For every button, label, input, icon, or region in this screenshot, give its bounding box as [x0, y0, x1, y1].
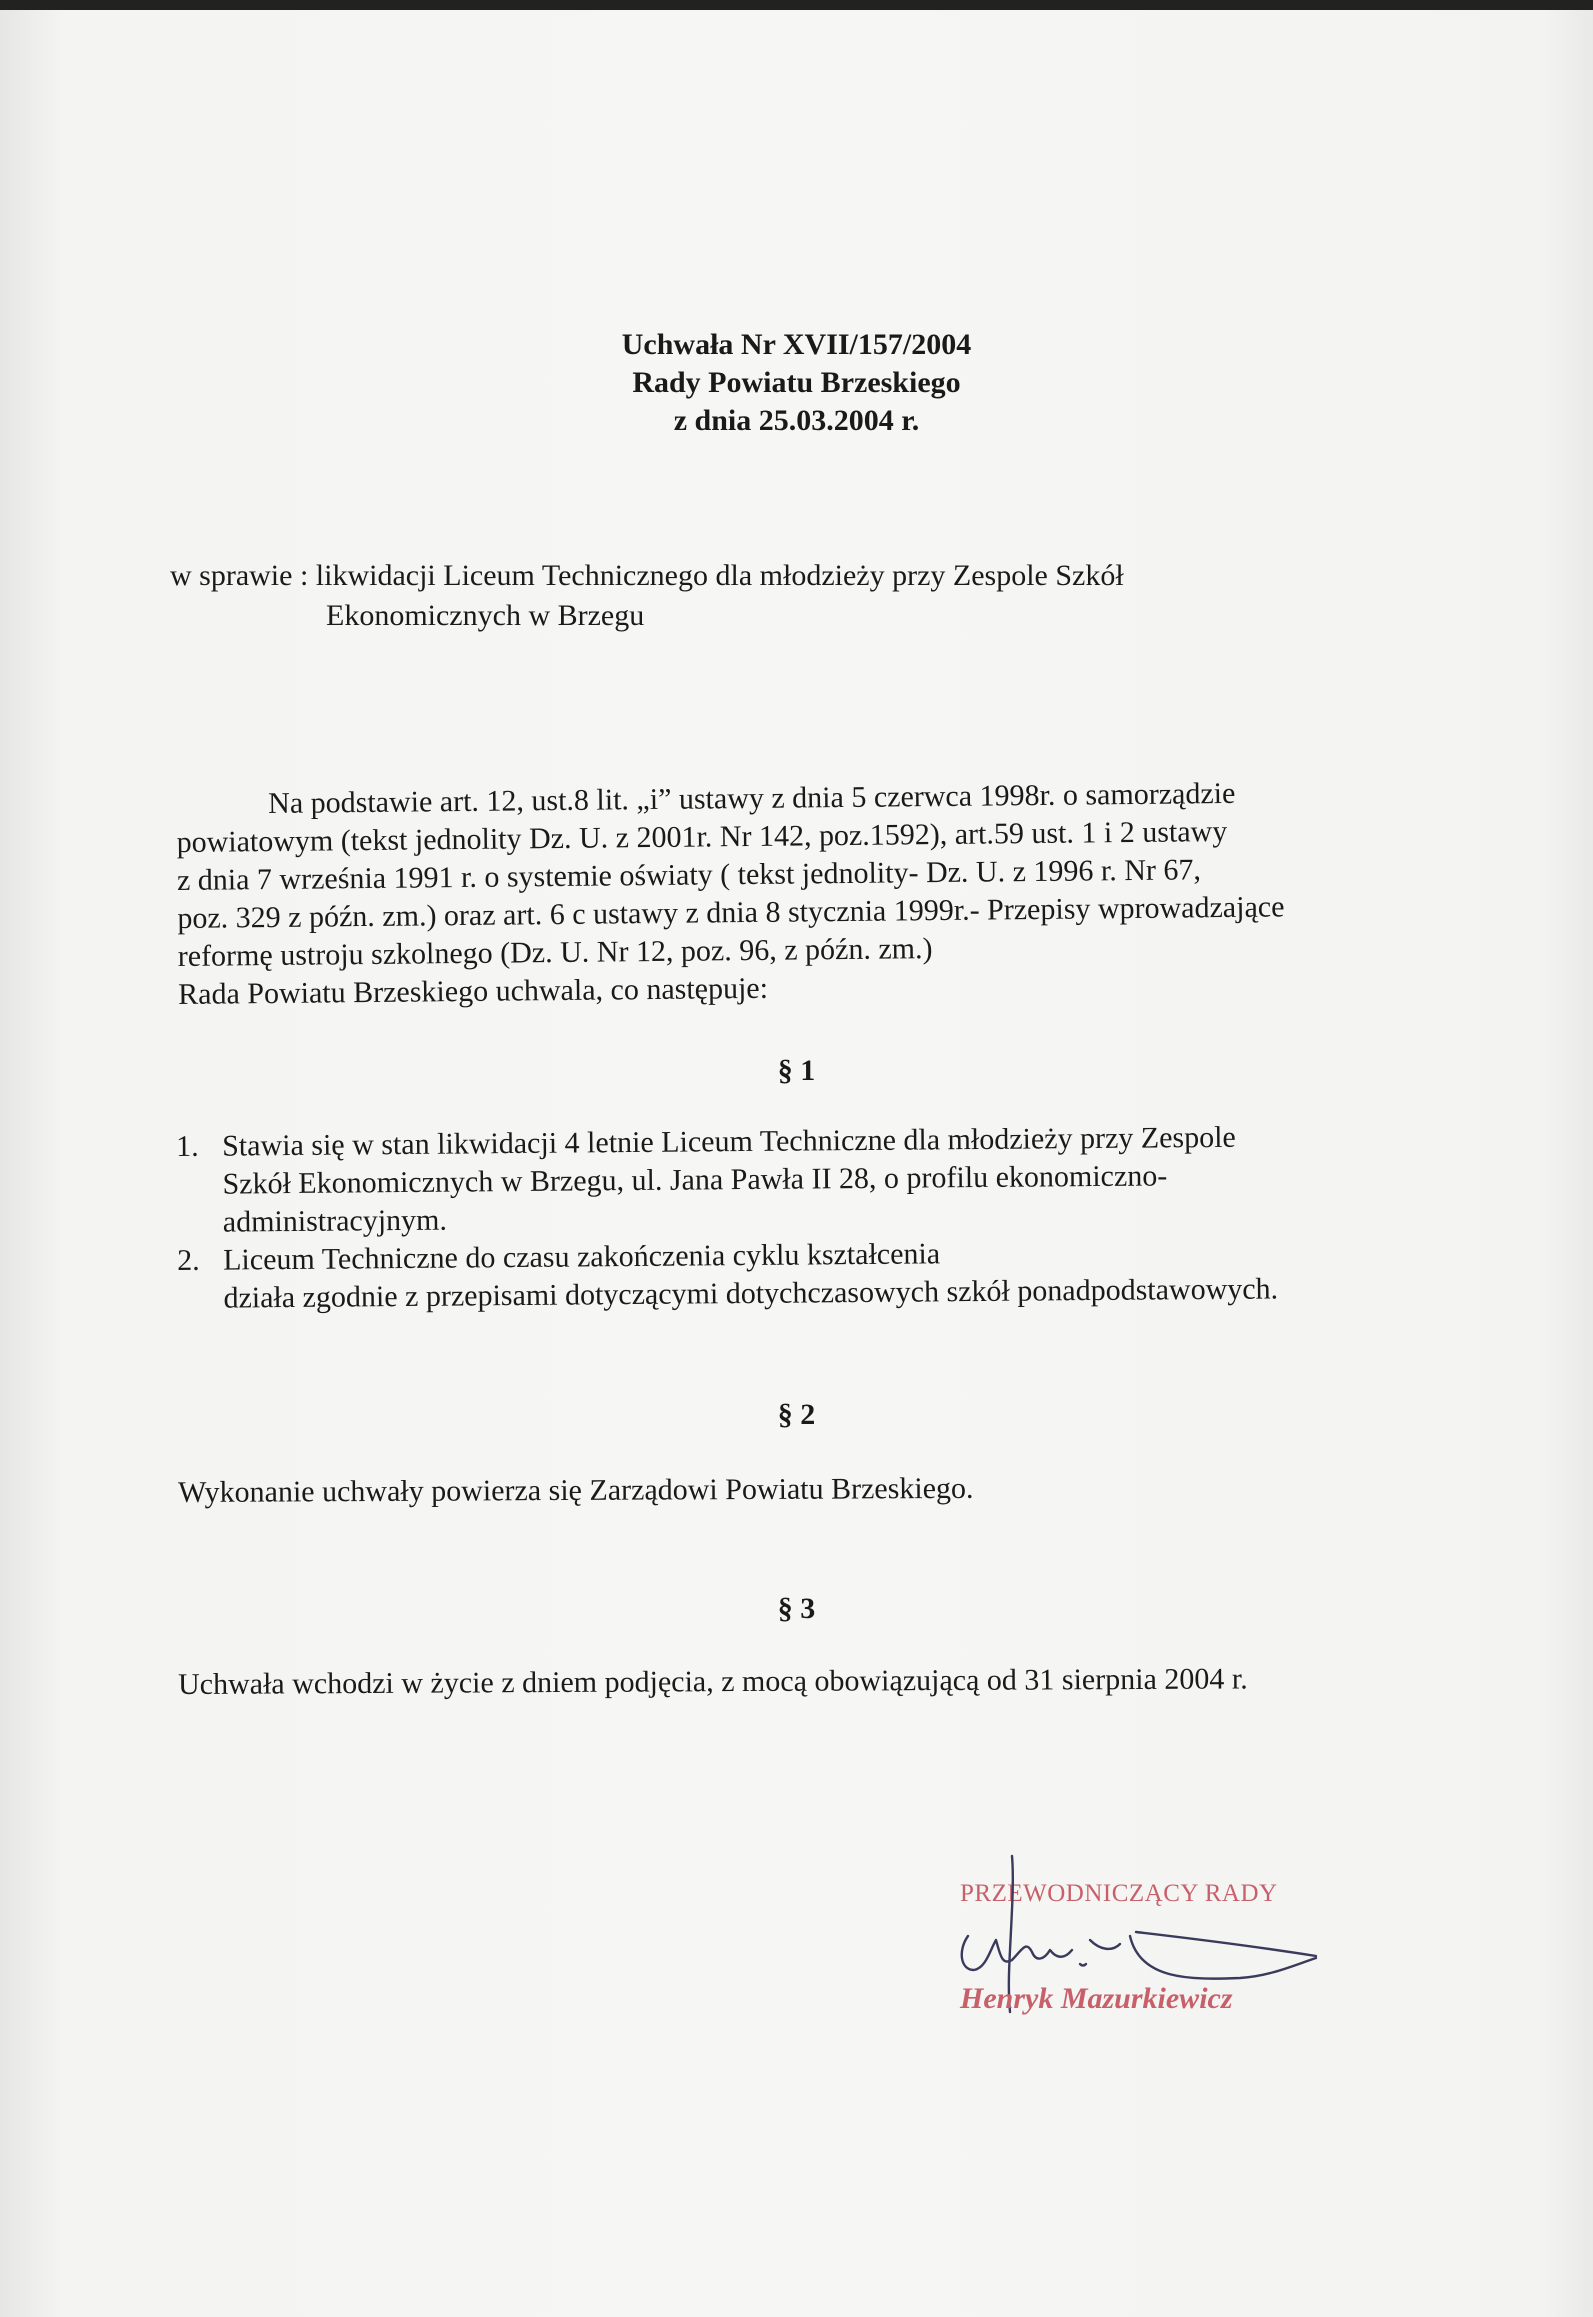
scan-edge: [0, 0, 1593, 10]
legal-basis-line: Rada Powiatu Brzeskiego uchwala, co następuje:: [178, 971, 769, 1011]
legal-basis: [176, 773, 1398, 1014]
subject-line-2: Ekonomicznych w Brzegu: [326, 599, 645, 632]
section-1-mark: § 1: [777, 1054, 816, 1087]
section-2-text: Wykonanie uchwały powierza się Zarządowi Powiatu Brzeskiego.: [178, 1471, 974, 1509]
subject-line-1: w sprawie : likwidacji Liceum Technicznego dla młodzieży przy Zespole Szkół: [170, 559, 1124, 592]
legal-basis-line: Na podstawie art. 12, ust.8 lit. „i” ustawy z dnia 5 czerwca 1998r. o samorządzie: [268, 776, 1236, 821]
legal-basis-line: powiatowym (tekst jednolity Dz. U. z 2001r. Nr 142, poz.1592), art.59 ust. 1 i 2 ustawy: [176, 814, 1228, 859]
resolution-header: [0, 326, 1593, 440]
section-1-list: [176, 1117, 1428, 1318]
list-item: [176, 1117, 1427, 1242]
legal-basis-line: poz. 329 z późn. zm.) oraz art. 6 c ustawy z dnia 8 stycznia 1999r.- Przepisy wprowadzające: [177, 890, 1285, 935]
legal-basis-line: reformę ustroju szkolnego (Dz. U. Nr 12, poz. 96, z późn. zm.): [177, 932, 933, 973]
list-item-number: 2.: [177, 1243, 200, 1277]
list-item-line: administracyjnym.: [222, 1203, 448, 1239]
subject: [170, 556, 1450, 636]
resolution-date: z dnia 25.03.2004 r.: [673, 404, 920, 437]
chairman-stamp: [940, 1840, 1360, 2040]
list-item-line: Stawia się w stan likwidacji 4 letnie Liceum Techniczne dla młodzieży przy Zespole: [222, 1120, 1236, 1163]
list-item-line: Liceum Techniczne do czasu zakończenia cyklu kształcenia: [223, 1237, 941, 1277]
section-2-mark: § 2: [777, 1398, 816, 1431]
stamp-title: PRZEWODNICZĄCY RADY: [960, 1880, 1278, 1907]
list-item-line: działa zgodnie z przepisami dotyczącymi dotychczasowych szkół ponadpodstawowych.: [223, 1272, 1279, 1315]
stamp-name: Henryk Mazurkiewicz: [960, 1982, 1233, 2015]
section-3-text: Uchwała wchodzi w życie z dniem podjęcia, z mocą obowiązującą od 31 sierpnia 2004 r.: [178, 1662, 1248, 1701]
section-3-mark: § 3: [777, 1592, 816, 1625]
resolution-number: Uchwała Nr XVII/157/2004: [621, 328, 972, 361]
list-item-line: Szkół Ekonomicznych w Brzegu, ul. Jana Pawła II 28, o profilu ekonomiczno-: [222, 1159, 1168, 1201]
list-item: [177, 1231, 1428, 1318]
legal-basis-line: z dnia 7 września 1991 r. o systemie oświaty ( tekst jednolity- Dz. U. z 1996 r. Nr 67,: [176, 853, 1202, 897]
council-name: Rady Powiatu Brzeskiego: [632, 366, 961, 399]
list-item-number: 1.: [176, 1129, 199, 1163]
